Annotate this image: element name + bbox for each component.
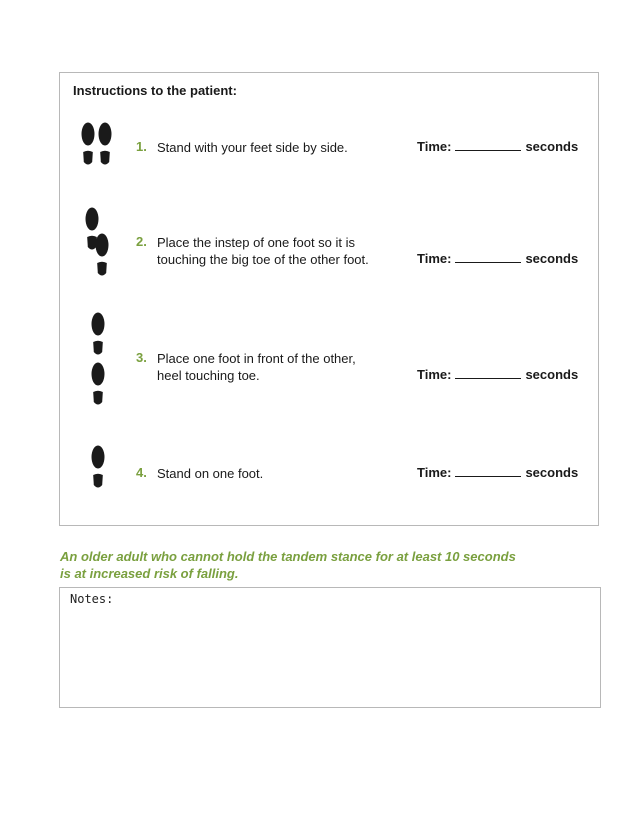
seconds-label: seconds [525,139,579,154]
time-label: Time: [417,251,452,266]
step-number: 4. [136,465,147,480]
time-label: Time: [417,367,452,382]
time-field[interactable] [417,139,578,154]
fall-risk-warning: An older adult who cannot hold the tandem stance for at least 10 seconds is at increased risk of falling. [60,549,516,581]
time-label: Time: [417,465,452,480]
single-foot-icon [89,443,109,497]
semi-tandem-feet-icon [81,207,121,281]
notes-label: Notes: [70,592,114,606]
time-blank[interactable] [455,251,521,263]
notes-field[interactable] [59,587,601,708]
step-number: 2. [136,234,147,249]
time-field[interactable] [417,251,578,266]
time-field[interactable] [417,367,578,382]
time-blank[interactable] [455,367,521,379]
tandem-feet-icon [89,312,109,412]
time-blank[interactable] [455,139,521,151]
instructions-title: Instructions to the patient: [73,83,237,98]
step-text: Place the instep of one foot so it is touching the big toe of the other foot. [157,235,369,267]
step-text: Stand with your feet side by side. [157,140,348,155]
time-field[interactable] [417,465,578,480]
step-text: Stand on one foot. [157,466,264,481]
seconds-label: seconds [525,367,579,382]
time-label: Time: [417,139,452,154]
seconds-label: seconds [525,465,579,480]
step-text: Place one foot in front of the other, heel touching toe. [157,351,356,383]
step-number: 3. [136,350,147,365]
time-blank[interactable] [455,465,521,477]
side-by-side-feet-icon [79,120,119,174]
seconds-label: seconds [525,251,579,266]
step-number: 1. [136,139,147,154]
